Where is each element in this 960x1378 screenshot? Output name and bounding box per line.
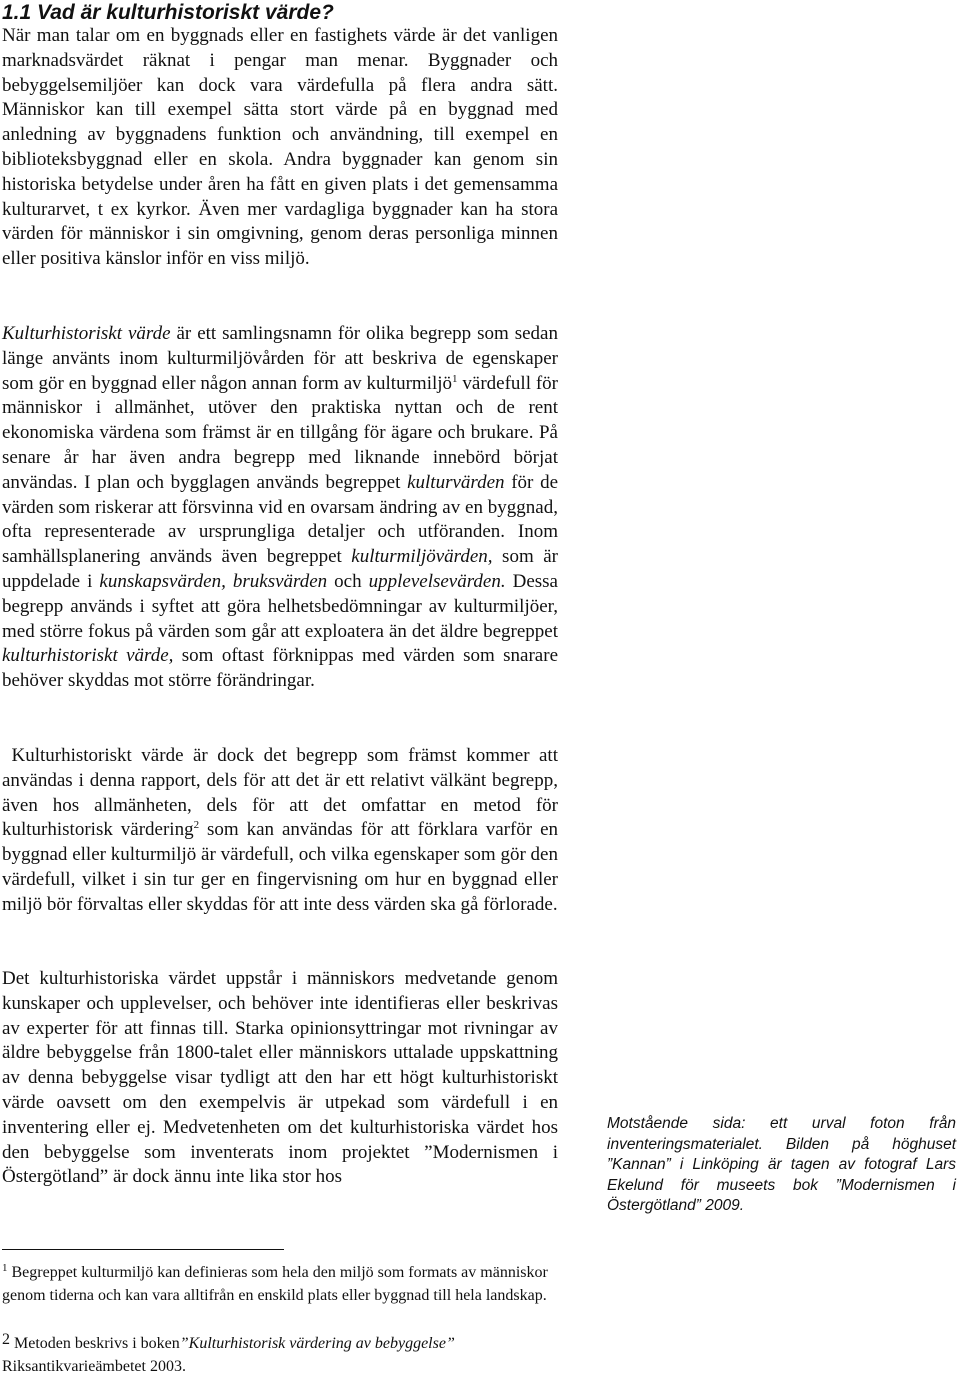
section-heading: 1.1 Vad är kulturhistoriskt värde? (2, 1, 334, 24)
footnote-ref-2[interactable]: 2 (193, 819, 200, 832)
term-kulturhistoriskt-varde: Kulturhistoriskt värde (2, 323, 171, 344)
footnote-1 (2, 1262, 558, 1307)
term-kunskapsvarden-bruksvarden: kunskapsvärden, bruksvärden (99, 570, 328, 592)
footnote-2 (2, 1333, 558, 1378)
paragraph-intro: När man talar om en byggnads eller en fastighets värde är det vanligen marknadsvärdet räknat i pengar man menar. Byggnader och bebyggelsemiljöer kan dock vara värdefulla på flera andra sätt. Människor kan till exempel sätta stort värde på en byggnad med anledning av byggnadens funktion och användning, till exempel en biblioteksbyggnad eller en skola. Andra byggnader kan genom sin historiska betydelse under åren ha fått en given plats i det gemensamma kulturarvet, t ex kyrkor. Även mer vardagliga byggnader kan ha stora värden för människor i sin omgivning, genom deras personliga minnen eller positiva känslor inför en viss miljö. (2, 25, 558, 270)
term-kulturmiljovarden: kulturmiljövärden, (351, 546, 493, 568)
footnote-2-book-title: ”Kulturhistorisk värdering av bebyggelse” (179, 1335, 455, 1352)
paragraph-awareness: Det kulturhistoriska värdet uppstår i människors medvetande genom kunskaper och upplevelser, och behöver inte identifieras eller beskrivas av experter för att finnas till. Starka opinionsyttringar mot rivningar av äldre bebyggelse från 1800-talet eller människors uttalade uppskattning av denna bebyggelse visar tydligt att den har ett högt kulturhistoriskt värde oavsett om den exempelvis är utpekad som värdefull i en inventering eller ej. Medvetenheten om det kulturhistoriska värdet hos den bebyggelse som inventerats inom projektet ”Modernismen i Östergötland” är dock ännu inte lika stor hos (2, 968, 558, 1188)
footnote-divider (2, 1249, 284, 1250)
term-kulturhistoriskt-varde-2: kulturhistoriskt värde, (2, 645, 174, 667)
footnote-2-mark: 2 (2, 1331, 10, 1348)
term-kulturvarden: kulturvärden (407, 471, 505, 493)
footnote-2-text: Metoden beskrivs i boken (14, 1335, 180, 1352)
image-caption: Motstående sida: ett urval foton från inventeringsmaterialet. Bilden på höghuset ”Kannan” i Linköping är tagen av fotograf Lars Ekelund för museets bok ”Modernismen i Östergötland” 2009. (607, 1115, 956, 1214)
footnote-1-text: Begreppet kulturmiljö kan definieras som hela den miljö som formats av människor genom tiderna och kan vara alltifrån en enskild plats eller byggnad till hela landskap. (2, 1264, 548, 1304)
footnote-1-mark: 1 (2, 1262, 8, 1274)
paragraph-definition: Kulturhistoriskt värde är ett samlingsnamn för olika begrepp som sedan länge använts inom kulturmiljövården för att beskriva de egenskaper som gör en byggnad eller någon annan form av kulturmiljö$^1$ värdefull för människor i allmänhet, utöver den praktiska nyttan och de rent ekonomiska värdena som främst är en tillgång för ägare och brukare. På senare år har även andra begrepp med liknande innebörd börjat användas. I plan och bygglagen används begreppet kulturvärden för de värden som riskerar att försvinna vid en ovarsam ändring av en byggnad, ofta representerade av ursprungliga detaljer och utföranden. Inom samhällsplanering används även begreppet kulturmiljövärden, som är uppdelade i kunskapsvärden, bruksvärden och upplevelsevärden. Dessa begrepp används i syftet att göra helhetsbedömningar av kulturmiljöer, med större fokus på värden som går att exploatera än det äldre begreppet kulturhistoriskt värde, som oftast förknippas med värden som snarare behöver skyddas mot större förändringar. (2, 323, 559, 692)
footnote-ref-1[interactable]: 1 (452, 372, 458, 385)
footnote-2-publisher: Riksantikvarieämbetet 2003. (2, 1357, 186, 1375)
paragraph-method: Kulturhistoriskt värde är dock det begrepp som främst kommer att användas i denna rapport, dels för att det är ett relativt välkänt begrepp, även hos allmänheten, dels för att det omfattar en metod för kulturhistorisk värdering$^2$ som kan användas för att förklara varför en byggnad eller kulturmiljö är värdefull, och vilka egenskaper som gör den värdefull, vilket i sin tur ger en fingervisning om hur en byggnad eller miljö bör förvaltas eller skyddas för att inte dess värden ska gå förlorade. (2, 745, 558, 915)
term-upplevelsevarden: upplevelsevärden. (368, 570, 506, 592)
